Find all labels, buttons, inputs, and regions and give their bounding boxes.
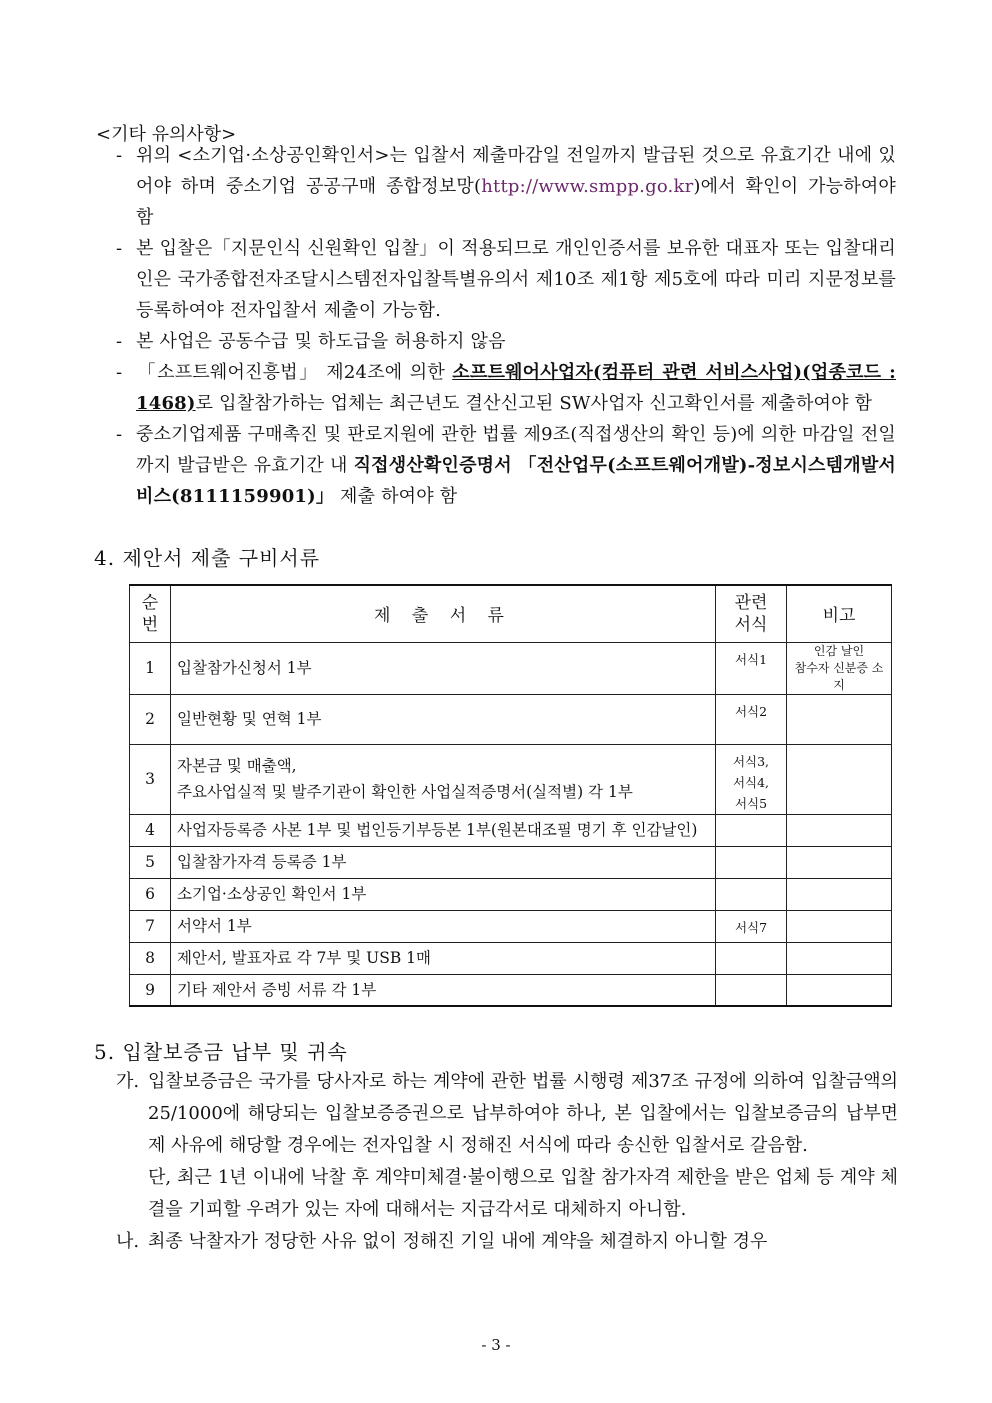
row-note-cell <box>787 846 892 878</box>
section-5-body <box>94 1066 898 1258</box>
documents-table <box>129 584 892 1007</box>
row-doc-cell: 입찰참가신청서 1부 <box>171 642 716 694</box>
dash: - <box>116 331 123 352</box>
list-item <box>94 140 896 233</box>
row-note-cell <box>787 942 892 974</box>
dash: - <box>116 424 123 445</box>
row-doc-cell: 자본금 및 매출액, 주요사업실적 및 발주기관이 확인한 사업실적증명서(실적별) 각 1부 <box>171 744 716 814</box>
header-no <box>130 585 171 642</box>
note-text: 제출 하여야 함 <box>334 486 458 507</box>
page-number: - 3 - <box>481 1336 511 1354</box>
notes-list <box>94 140 896 512</box>
row-doc-cell: 제안서, 발표자료 각 7부 및 USB 1매 <box>171 942 716 974</box>
header-doc: 제 출 서 류 <box>171 585 716 642</box>
row-note-cell <box>787 910 892 942</box>
row-form-cell <box>716 942 787 974</box>
item-label: 가. <box>116 1071 140 1092</box>
section-4-heading: 4. 제안서 제출 구비서류 <box>94 546 321 570</box>
row-note-cell <box>787 878 892 910</box>
row-no-cell: 3 <box>130 744 171 814</box>
note-text: 「소프트웨어진흥법」 제24조에 의한 <box>136 362 453 383</box>
table-row <box>130 974 892 1006</box>
row-note-cell <box>787 694 892 744</box>
row-form-cell: 서식2 <box>716 694 787 744</box>
url-link[interactable]: http://www.smpp.go.kr <box>481 176 694 197</box>
table-row <box>130 846 892 878</box>
item-text: 최종 낙찰자가 정당한 사유 없이 정해진 기일 내에 계약을 체결하지 아니할 경우 <box>148 1231 768 1252</box>
list-item <box>94 1226 898 1258</box>
row-form-cell: 서식7 <box>716 910 787 942</box>
table-row <box>130 910 892 942</box>
row-note-cell: 인감 날인 참수자 신분증 소지 <box>787 642 892 694</box>
note-text: 본 입찰은「지문인식 신원확인 입찰」이 적용되므로 개인인증서를 보유한 대표자 또는 입찰대리인은 국가종합전자조달시스템전자입찰특별유의서 제10조 제1항 제5호에 따라 미리 지문정보를 등록하여야 전자입찰서 제출이 가능함. <box>136 238 896 321</box>
note-text: 중소기업제품 구매촉진 및 판로지원에 관한 법률 제9조(직접생산의 확인 등)에 의한 마감일 전일까지 발급받은 유효기간 내 <box>136 424 896 476</box>
header-no-label: 순번 <box>141 592 159 635</box>
note-emphasis: 소프트웨어사업자(컴퓨터 관련 서비스사업)(업종코드 : 1468) <box>136 362 896 414</box>
row-doc-cell: 사업자등록증 사본 1부 및 법인등기부등본 1부(원본대조필 명기 후 인감날인) <box>171 814 716 846</box>
row-no-cell: 2 <box>130 694 171 744</box>
note-text: )에서 확인이 가능하여야 함 <box>136 176 897 228</box>
dash: - <box>116 238 123 259</box>
header-form-label: 관련서식 <box>734 592 768 635</box>
row-note-cell <box>787 744 892 814</box>
list-item <box>94 1066 898 1162</box>
list-item <box>94 419 896 512</box>
table-row <box>130 744 892 814</box>
row-note-cell <box>787 974 892 1006</box>
table-row <box>130 694 892 744</box>
note-text: 위의 <소기업·소상공인확인서>는 입찰서 제출마감일 전일까지 발급된 것으로 유효기간 내에 있어야 하며 중소기업 공공구매 종합정보망( <box>136 145 896 197</box>
row-form-cell: 서식1 <box>716 642 787 694</box>
row-no-cell: 5 <box>130 846 171 878</box>
row-form-cell <box>716 846 787 878</box>
row-note-cell <box>787 814 892 846</box>
list-item <box>94 326 896 357</box>
row-no-cell: 6 <box>130 878 171 910</box>
table-row <box>130 814 892 846</box>
list-item-continued: 단, 최근 1년 이내에 낙찰 후 계약미체결·불이행으로 입찰 참가자격 제한을 받은 업체 등 계약 체결을 기피할 우려가 있는 자에 대해서는 지급각서로 대체하지 아니함. <box>148 1167 898 1220</box>
row-doc-cell: 기타 제안서 증빙 서류 각 1부 <box>171 974 716 1006</box>
row-no-cell: 8 <box>130 942 171 974</box>
header-note: 비고 <box>787 585 892 642</box>
row-doc-cell: 소기업·소상공인 확인서 1부 <box>171 878 716 910</box>
notes-title: <기타 유의사항> <box>96 124 237 145</box>
item-text: 입찰보증금은 국가를 당사자로 하는 계약에 관한 법률 시행령 제37조 규정에 의하여 입찰금액의 25/1000에 해당되는 입찰보증증권으로 납부하여야 하나, 본 입찰에서는 입찰보증금의 납부면제 사유에 해당할 경우에는 전자입찰 시 정해진 서식에 따라 송신한 입찰서로 갈음함. <box>148 1071 898 1156</box>
row-no-cell: 7 <box>130 910 171 942</box>
row-doc-cell: 서약서 1부 <box>171 910 716 942</box>
header-form <box>716 585 787 642</box>
row-form-cell: 서식3, 서식4, 서식5 <box>716 744 787 814</box>
row-no-cell: 9 <box>130 974 171 1006</box>
list-item <box>94 357 896 419</box>
note-text: 로 입찰참가하는 업체는 최근년도 결산신고된 SW사업자 신고확인서를 제출하여야 함 <box>195 393 873 414</box>
table-row <box>130 878 892 910</box>
note-text: 본 사업은 공동수급 및 하도급을 허용하지 않음 <box>136 331 506 352</box>
item-label: 나. <box>116 1231 140 1252</box>
row-no-cell: 4 <box>130 814 171 846</box>
list-item <box>94 233 896 326</box>
table-row <box>130 642 892 694</box>
dash: - <box>116 145 123 166</box>
dash: - <box>116 362 123 383</box>
row-doc-cell: 일반현황 및 연혁 1부 <box>171 694 716 744</box>
table-row <box>130 942 892 974</box>
row-form-cell <box>716 878 787 910</box>
row-form-cell <box>716 974 787 1006</box>
section-5-heading: 5. 입찰보증금 납부 및 귀속 <box>94 1040 348 1064</box>
table-header-row <box>130 585 892 642</box>
row-form-cell <box>716 814 787 846</box>
row-doc-cell: 입찰참가자격 등록증 1부 <box>171 846 716 878</box>
row-no-cell: 1 <box>130 642 171 694</box>
note-emphasis: 직접생산확인증명서 「전산업무(소프트웨어개발)-정보시스템개발서비스(8111159901)」 <box>136 455 896 507</box>
